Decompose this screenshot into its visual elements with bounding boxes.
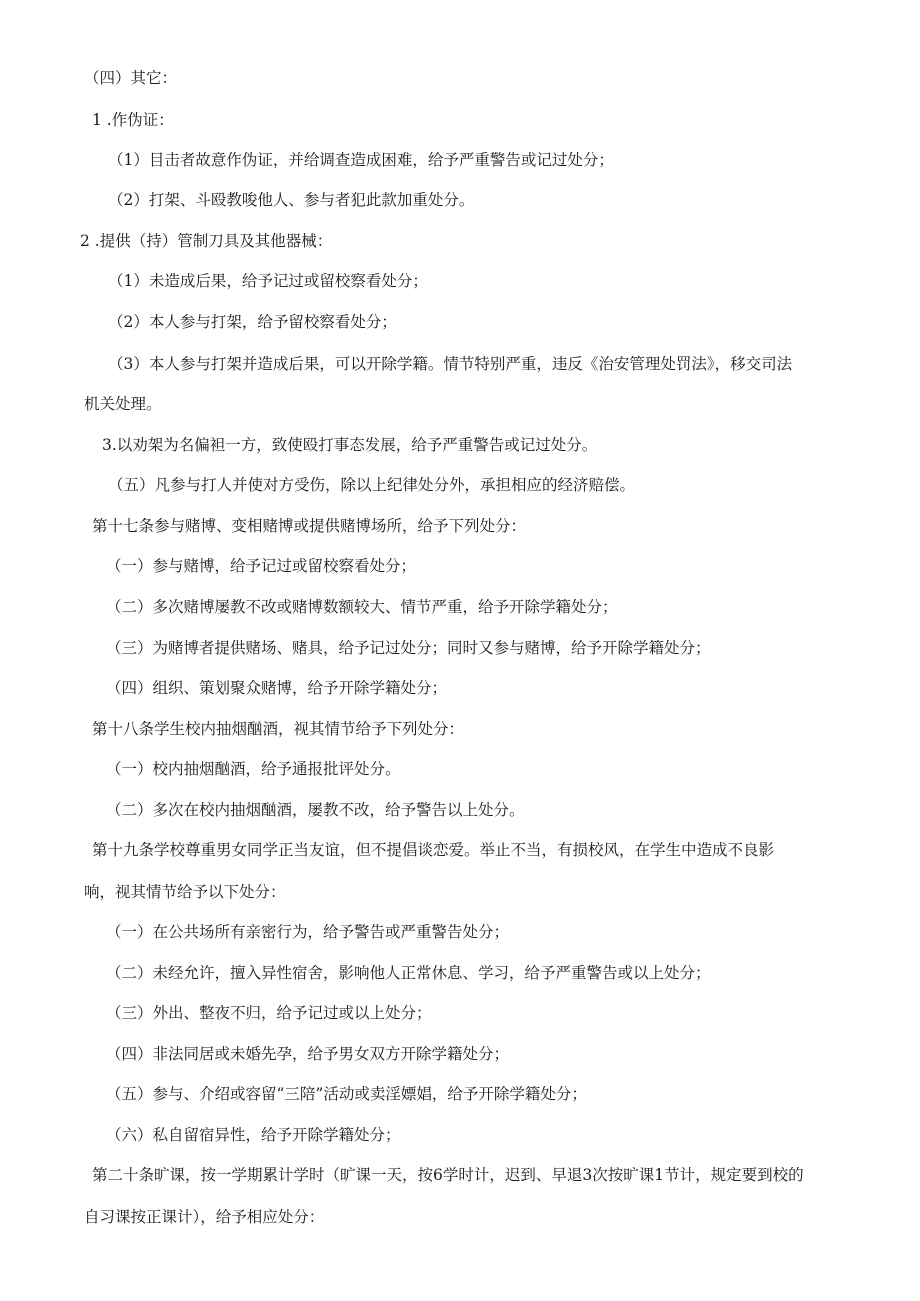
- text-line: （五）凡参与打人并使对方受伤，除以上纪律处分外，承担相应的经济赔偿。: [108, 476, 636, 494]
- text-line: （六）私自留宿异性，给予开除学籍处分；: [106, 1126, 401, 1144]
- text-line: （四）组织、策划聚众赌博，给予开除学籍处分；: [106, 679, 448, 697]
- text-line: 机关处理。: [84, 395, 162, 413]
- text-line: （3）本人参与打架并造成后果，可以开除学籍。情节特别严重，违反《治安管理处罚法》，移交司法: [108, 355, 793, 373]
- text-line: 1 .作伪证：: [92, 111, 174, 129]
- text-line: 第十八条学生校内抽烟酗酒，视其情节给予下列处分：: [92, 720, 465, 738]
- text-line: （四）非法同居或未婚先孕，给予男女双方开除学籍处分；: [106, 1045, 510, 1063]
- text-line: （1）未造成后果，给予记过或留校察看处分；: [108, 272, 428, 290]
- text-line: （二）未经允许，擅入异性宿舍，影响他人正常休息、学习，给予严重警告或以上处分；: [106, 964, 711, 982]
- text-line: （二）多次在校内抽烟酗酒，屡教不改，给予警告以上处分。: [106, 801, 525, 819]
- text-line: （2）本人参与打架，给予留校察看处分；: [108, 313, 397, 331]
- text-line: 第十七条参与赌博、变相赌博或提供赌博场所，给予下列处分：: [92, 517, 527, 535]
- text-line: （一）校内抽烟酗酒，给予通报批评处分。: [106, 760, 401, 778]
- text-line: （一）在公共场所有亲密行为，给予警告或严重警告处分；: [106, 923, 510, 941]
- text-line: 第十九条学校尊重男女同学正当友谊，但不提倡谈恋爱。举止不当，有损校风，在学生中造成不良影: [92, 841, 775, 859]
- text-line: （四）其它：: [84, 69, 178, 87]
- text-line: 响，视其情节给予以下处分：: [84, 883, 286, 901]
- text-line: 3.以劝架为名偏袒一方，致使殴打事态发展，给予严重警告或记过处分。: [102, 436, 598, 454]
- text-line: 自习课按正课计），给予相应处分：: [84, 1208, 325, 1226]
- text-line: （1）目击者故意作伪证，并给调查造成困难，给予严重警告或记过处分；: [108, 151, 614, 169]
- text-line: （三）为赌博者提供赌场、赌具，给予记过处分；同时又参与赌博，给予开除学籍处分；: [106, 639, 711, 657]
- text-line: （三）外出、整夜不归，给予记过或以上处分；: [106, 1004, 432, 1022]
- text-line: （2）打架、斗殴教唆他人、参与者犯此款加重处分。: [108, 191, 475, 209]
- text-line: 2 .提供（持）管制刀具及其他器械：: [80, 232, 333, 250]
- text-line: （二）多次赌博屡教不改或赌博数额较大、情节严重，给予开除学籍处分；: [106, 598, 618, 616]
- text-line: （五）参与、介绍或容留“三陪”活动或卖淫嫖娼，给予开除学籍处分；: [106, 1085, 587, 1103]
- text-line: （一）参与赌博，给予记过或留校察看处分；: [106, 557, 417, 575]
- text-line: 第二十条旷课，按一学期累计学时（旷课一天，按6学时计，迟到、早退3次按旷课1节计，规定要到校的: [92, 1166, 804, 1184]
